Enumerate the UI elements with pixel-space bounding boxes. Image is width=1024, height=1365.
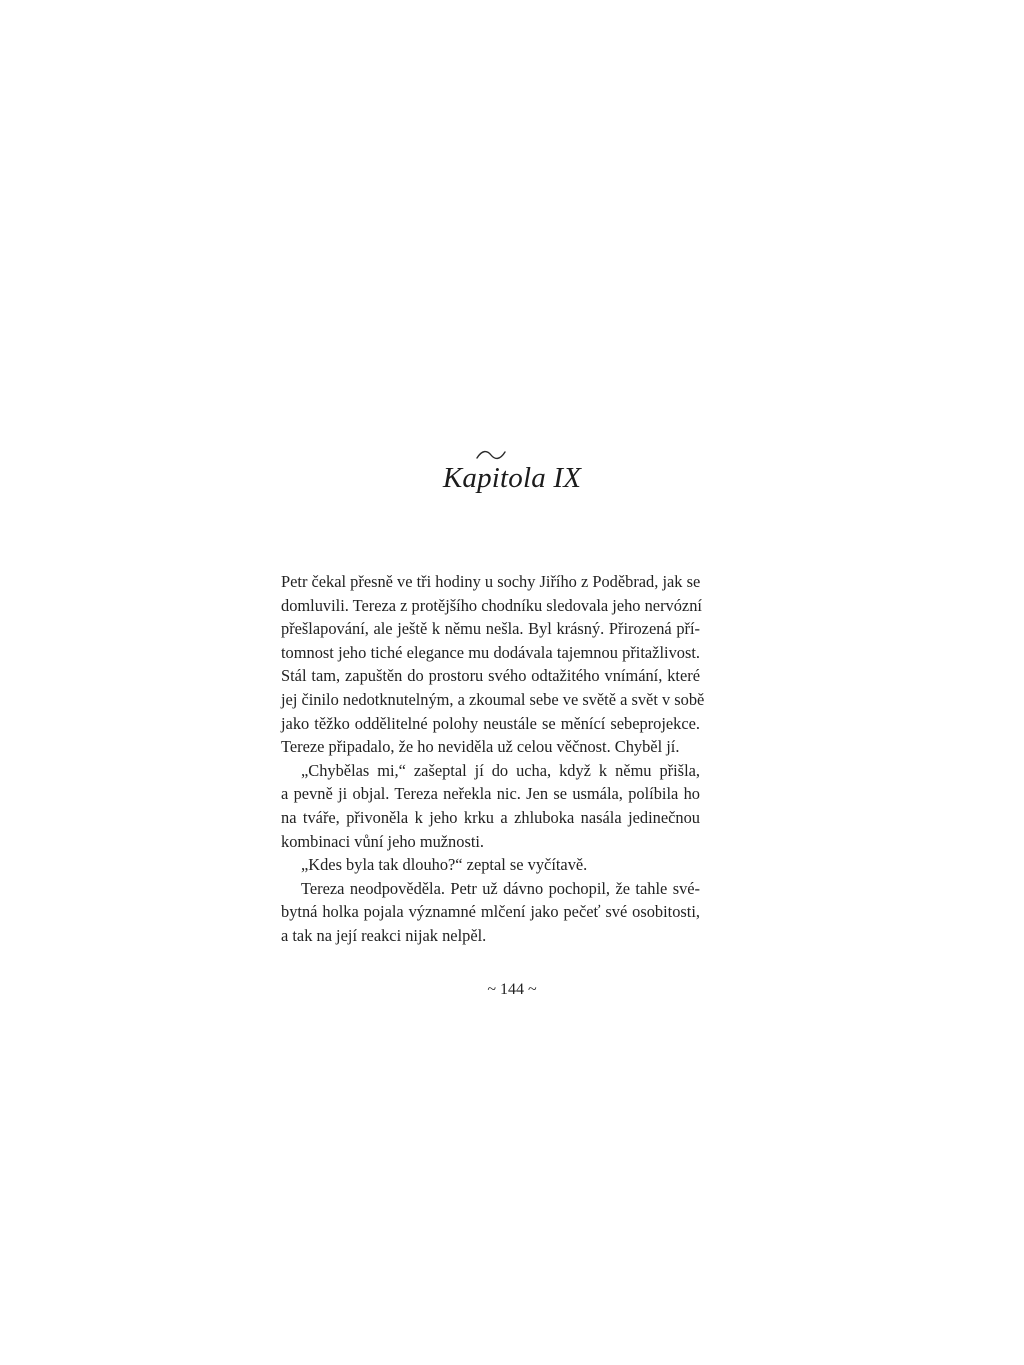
text-line: „Chybělas mi,“ zašeptal jí do ucha, když k němu přišla,: [301, 760, 700, 780]
text-line: domluvili. Tereza z protějšího chodníku sledovala jeho nervózní: [281, 595, 702, 615]
text-line: tomnost jeho tiché elegance mu dodávala tajemnou přitažlivost.: [281, 642, 700, 662]
paragraph: [281, 877, 700, 948]
page-number: ~ 144 ~: [487, 981, 537, 998]
text-line: Stál tam, zapuštěn do prostoru svého odtažitého vnímání, které: [281, 666, 700, 686]
text-line: a pevně ji objal. Tereza neřekla nic. Jen se usmála, políbila ho: [281, 784, 700, 804]
text-line: Tereza neodpověděla. Petr už dávno pochopil, že tahle své-: [301, 878, 700, 898]
text-line: kombinaci vůní jeho mužnosti.: [281, 831, 485, 851]
text-line: přešlapování, ale ještě k němu nešla. Byl krásný. Přirozená pří-: [281, 619, 700, 639]
text-line: bytná holka pojala významné mlčení jako pečeť své osobitosti,: [281, 902, 700, 922]
tilde-ornament-icon: [476, 449, 506, 461]
text-line: Petr čekal přesně ve tři hodiny u sochy Jiřího z Poděbrad, jak se: [281, 572, 701, 591]
text-line: a tak na její reakci nijak nelpěl.: [281, 925, 487, 945]
text-line: na tváře, přivoněla k jeho krku a zhluboka nasála jedinečnou: [281, 807, 700, 827]
text-line: jako těžko oddělitelné polohy neustále se měnící sebeprojekce.: [281, 713, 700, 733]
text-line: jej činilo nedotknutelným, a zkoumal sebe ve světě a svět v sobě: [281, 689, 705, 709]
chapter-body: [281, 570, 705, 948]
text-line: „Kdes byla tak dlouho?“ zeptal se vyčítavě.: [301, 855, 588, 875]
chapter-title: Kapitola IX: [442, 462, 582, 494]
text-line: Tereze připadalo, že ho neviděla už celou věčnost. Chyběl jí.: [281, 737, 680, 757]
paragraph: [281, 759, 700, 853]
paragraph: [281, 853, 700, 877]
paragraph: [281, 570, 705, 759]
